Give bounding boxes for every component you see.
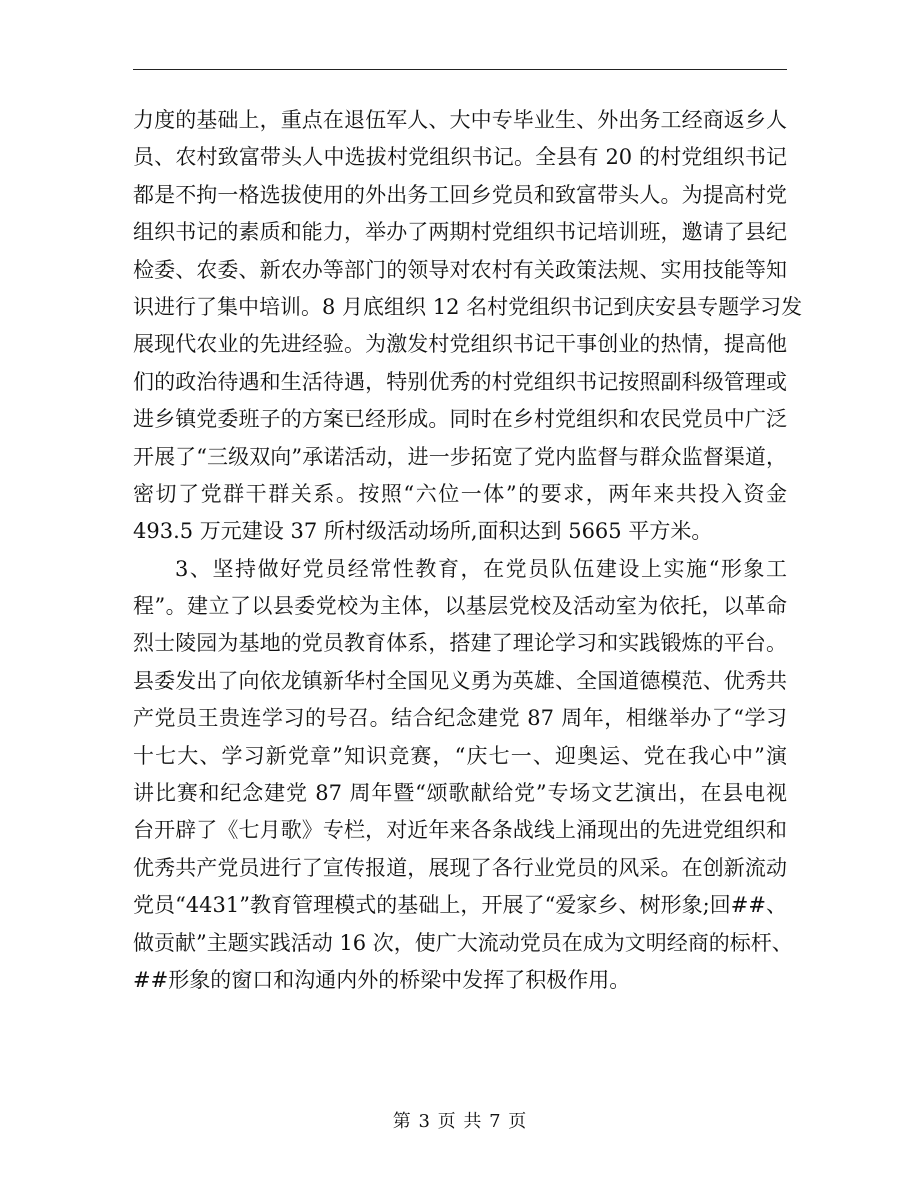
text-line: 493.5 万元建设 37 所村级活动场所,面积达到 5665 平方米。 [133,519,713,544]
text-line: 开展了“三级双向”承诺活动，进一步拓宽了党内监督与群众监督渠道， [133,444,787,469]
page-number: 第 3 页 共 7 页 [392,1111,528,1132]
text-line: 十七大、学习新党章”知识竞赛，“庆七一、迎奥运、党在我心中”演 [133,743,787,768]
text-line: 们的政治待遇和生活待遇，特别优秀的村党组织书记按照副科级管理或 [133,369,787,394]
text-line: 都是不拘一格选拔使用的外出务工回乡党员和致富带头人。为提高村党 [133,182,787,207]
text-line: 识进行了集中培训。8 月底组织 12 名村党组织书记到庆安县专题学习发 [133,294,803,319]
text-line: 优秀共产党员进行了宣传报道，展现了各行业党员的风采。在创新流动 [133,855,787,880]
text-line: 组织书记的素质和能力，举办了两期村党组织书记培训班，邀请了县纪 [133,220,787,245]
text-line: 党员“4431”教育管理模式的基础上，开展了“爱家乡、树形象;回##、 [133,893,787,918]
text-line: 力度的基础上，重点在退伍军人、大中专毕业生、外出务工经商返乡人 [133,108,787,132]
text-line: ##形象的窗口和沟通内外的桥梁中发挥了积极作用。 [133,967,631,992]
text-line: 检委、农委、新农办等部门的领导对农村有关政策法规、实用技能等知 [133,257,787,282]
text-line: 台开辟了《七月歌》专栏，对近年来各条战线上涌现出的先进党组织和 [133,818,787,843]
text-line: 讲比赛和纪念建党 87 周年暨“颂歌献给党”专场文艺演出，在县电视 [133,781,787,806]
text-line: 进乡镇党委班子的方案已经形成。同时在乡村党组织和农民党员中广泛 [133,407,787,432]
paragraph-start-line: 3、坚持做好党员经常性教育，在党员队伍建设上实施“形象工 [175,556,787,581]
text-line: 县委发出了向依龙镇新华村全国见义勇为英雄、全国道德模范、优秀共 [133,668,787,693]
header-divider [133,69,787,70]
text-line: 做贡献”主题实践活动 16 次，使广大流动党员在成为文明经商的标杆、 [133,930,793,955]
document-body [133,102,803,999]
text-line: 程”。建立了以县委党校为主体，以基层党校及活动室为依托，以革命 [133,594,787,619]
text-line: 产党员王贵连学习的号召。结合纪念建党 87 周年，相继举办了“学习 [133,706,787,731]
text-line: 烈士陵园为基地的党员教育体系，搭建了理论学习和实践锻炼的平台。 [133,631,787,656]
text-line: 密切了党群干群关系。按照“六位一体”的要求，两年来共投入资金 [133,481,787,506]
text-line: 员、农村致富带头人中选拔村党组织书记。全县有 20 的村党组织书记 [133,145,787,170]
text-line: 展现代农业的先进经验。为激发村党组织书记干事创业的热情，提高他 [133,332,787,357]
